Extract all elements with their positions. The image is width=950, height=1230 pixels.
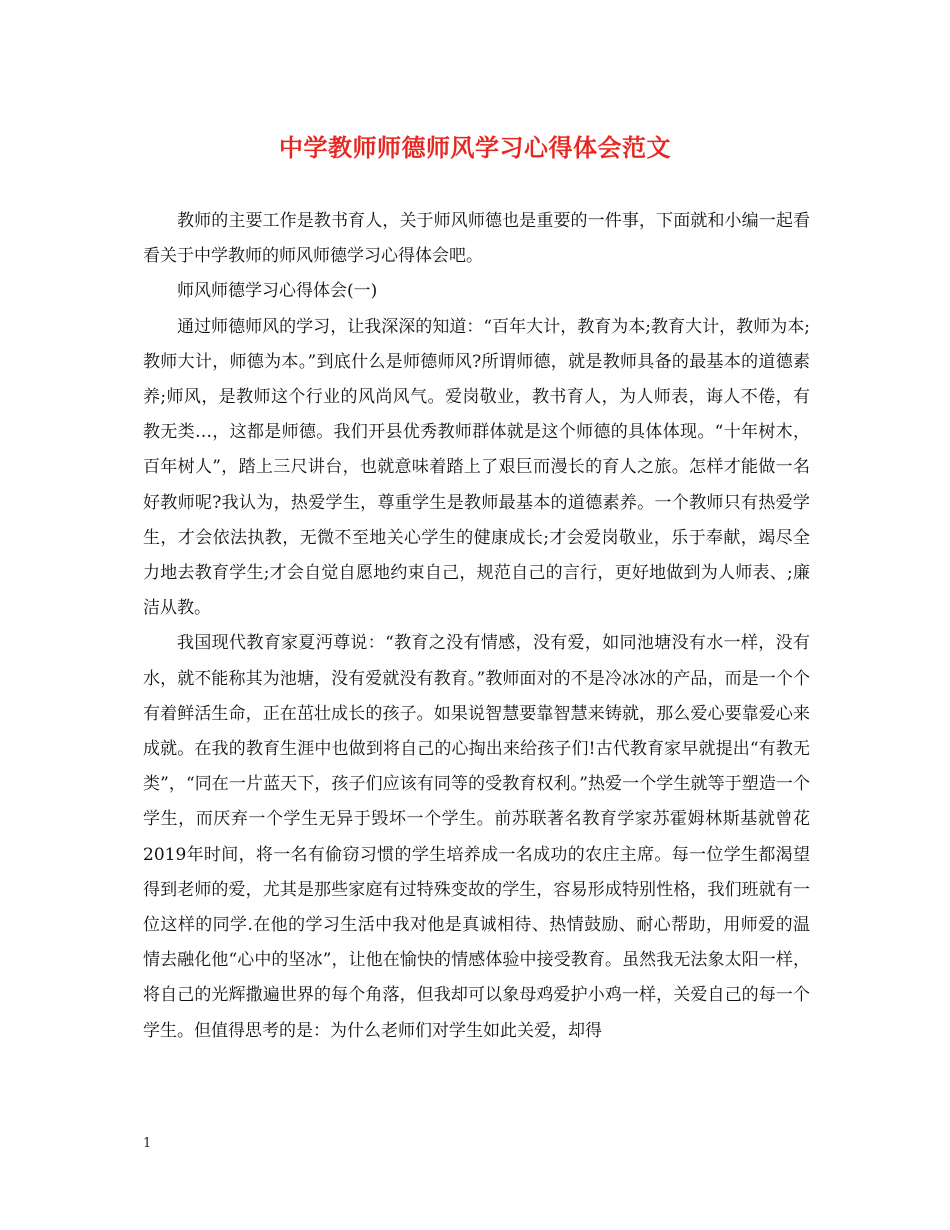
document-title: 中学教师师德师风学习心得体会范文 xyxy=(279,133,671,162)
paragraph-1: 通过师德师风的学习，让我深深的知道：“百年大计，教育为本;教育大计，教师为本;教师大计，师德为本。”到底什么是师德师风?所谓师德，就是教师具备的最基本的道德素养;师风，是教师这个行业的风尚风气。爱岗敬业，教书育人，为人师表，诲人不倦，有教无类…，这都是师德。我们开县优秀教师群体就是这个师德的具体体现。“十年树木，百年树人”，踏上三尺讲台，也就意味着踏上了艰巨而漫长的育人之旅。怎样才能做一名好教师呢?我认为，热爱学生，尊重学生是教师最基本的道德素养。一个教师只有热爱学生，才会依法执教，无微不至地关心学生的健康成长;才会爱岗敬业，乐于奉献，竭尽全力地去教育学生;才会自觉自愿地约束自己，规范自己的言行，更好地做到为人师表、;廉洁从教。 xyxy=(143,316,810,619)
paragraph-intro: 教师的主要工作是教书育人，关于师风师德也是重要的一件事，下面就和小编一起看看关于中学教师的师风师德学习心得体会吧。 xyxy=(143,211,810,267)
page-number: 1 xyxy=(143,1136,152,1151)
paragraph-2: 我国现代教育家夏沔尊说：“教育之没有情感，没有爱，如同池塘没有水一样，没有水，就不能称其为池塘，没有爱就没有教育。”教师面对的不是冷冰冰的产品，而是一个个有着鲜活生命，正在茁壮成长的孩子。如果说智慧要靠智慧来铸就，那么爱心要靠爱心来成就。在我的教育生涯中也做到将自己的心掏出来给孩子们!古代教育家早就提出“有教无类”，“同在一片蓝天下，孩子们应该有同等的受教育权利。”热爱一个学生就等于塑造一个学生，而厌弃一个学生无异于毁坏一个学生。前苏联著名教育学家苏霍姆林斯基就曾花2019年时间，将一名有偷窃习惯的学生培养成一名成功的农庄主席。每一位学生都渴望得到老师的爱，尤其是那些家庭有过特殊变故的学生，容易形成特别性格，我们班就有一位这样的同学.在他的学习生活中我对他是真诚相待、热情鼓励、耐心帮助，用师爱的温情去融化他“心中的坚冰”，让他在愉快的情感体验中接受教育。虽然我无法象太阳一样，将自己的光辉撒遍世界的每个角落，但我却可以象母鸡爱护小鸡一样，关爱自己的每一个学生。但值得思考的是：为什么老师们对学生如此关爱，却得 xyxy=(143,633,810,1041)
section-heading: 师风师德学习心得体会(一) xyxy=(177,281,378,302)
document-body xyxy=(143,204,810,1049)
